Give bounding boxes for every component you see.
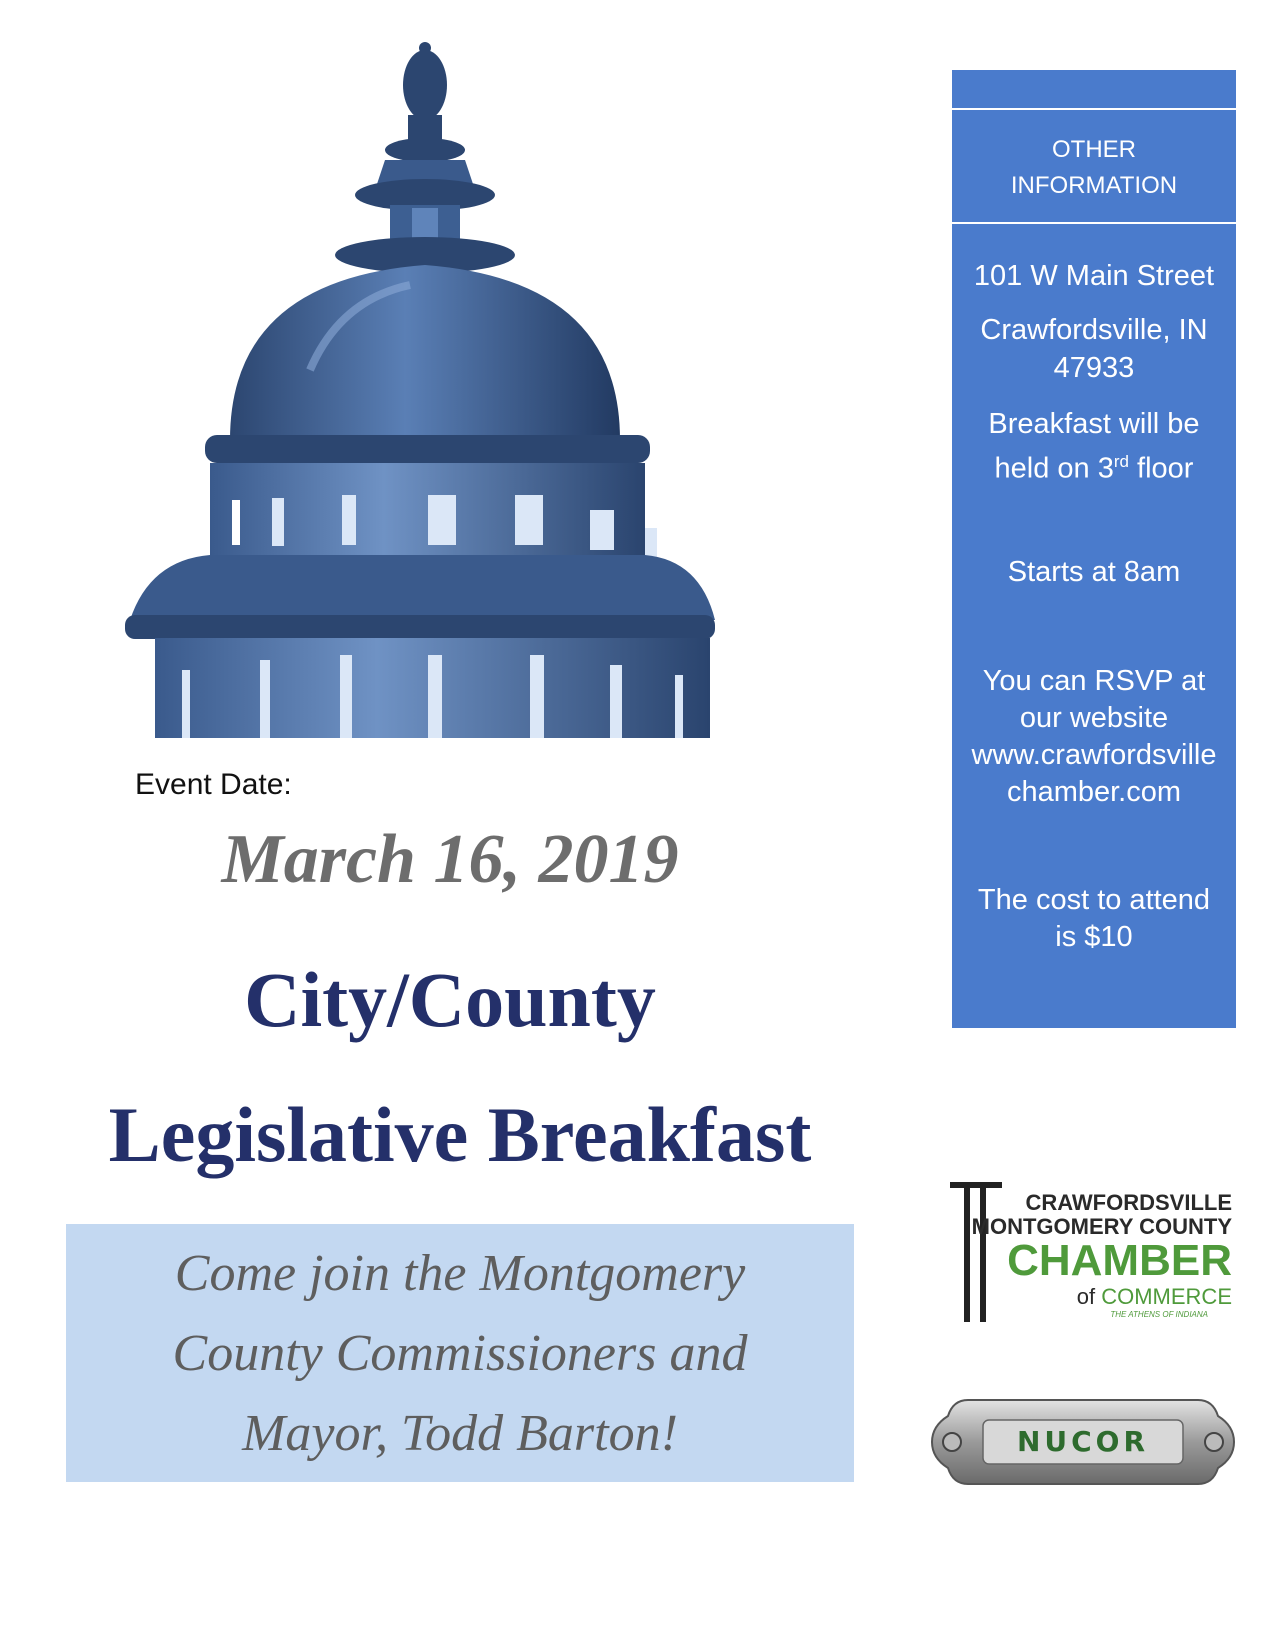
address-line1: 101 W Main Street: [973, 260, 1215, 292]
sidebar-divider: [952, 222, 1236, 224]
floor-ordinal: rd: [1113, 452, 1129, 471]
floor-line1: Breakfast will be: [988, 408, 1200, 440]
floor-line2: [952, 443, 1236, 488]
cost-line1: The cost to attend: [977, 884, 1211, 916]
invite-box: [66, 1224, 854, 1482]
address-line2: Crawfordsville, IN: [980, 314, 1208, 346]
sidebar-header-line2: INFORMATION: [1010, 172, 1178, 199]
invite-line-1: Come join the Montgomery: [174, 1245, 746, 1302]
start-time: Starts at 8am: [1007, 556, 1181, 588]
address-line3: 47933: [1053, 352, 1135, 384]
event-date: March 16, 2019: [221, 821, 679, 898]
chamber-line2: MONTGOMERY COUNTY: [971, 1214, 1232, 1239]
chamber-logo: [948, 1180, 1248, 1330]
chamber-line4: [1077, 1284, 1232, 1310]
nucor-text: NUCOR: [1016, 1425, 1150, 1458]
sidebar-header: [952, 132, 1236, 204]
cost-line2: is $10: [1055, 921, 1133, 953]
sidebar-top-bar: [952, 70, 1236, 110]
event-date-label: Event Date:: [135, 768, 292, 801]
rsvp-link-line1[interactable]: www.crawfordsville: [971, 739, 1217, 771]
rsvp-link-line2[interactable]: chamber.com: [1006, 776, 1182, 808]
chamber-commerce: COMMERCE: [1101, 1284, 1232, 1309]
rsvp-line1: You can RSVP at: [982, 665, 1206, 697]
capitol-dome-icon: [110, 40, 730, 740]
info-sidebar: [952, 70, 1236, 1028]
sidebar-header-line1: OTHER: [1052, 136, 1136, 163]
event-title-line1: City/County: [244, 956, 656, 1043]
invite-line-2: County Commissioners and: [172, 1325, 748, 1382]
floor-line2-suffix: floor: [1128, 452, 1194, 485]
chamber-of: of: [1076, 1284, 1102, 1309]
invite-line-3: Mayor, Todd Barton!: [242, 1405, 678, 1462]
nucor-logo: [928, 1396, 1238, 1488]
rsvp-line2: our website: [1019, 702, 1169, 734]
chamber-line1: CRAWFORDSVILLE: [1025, 1190, 1232, 1215]
chamber-line3: CHAMBER: [1007, 1236, 1232, 1285]
floor-line2-text: held on 3: [994, 452, 1114, 485]
event-title-line2: Legislative Breakfast: [108, 1091, 812, 1178]
chamber-tagline: THE ATHENS OF INDIANA: [1110, 1310, 1208, 1319]
